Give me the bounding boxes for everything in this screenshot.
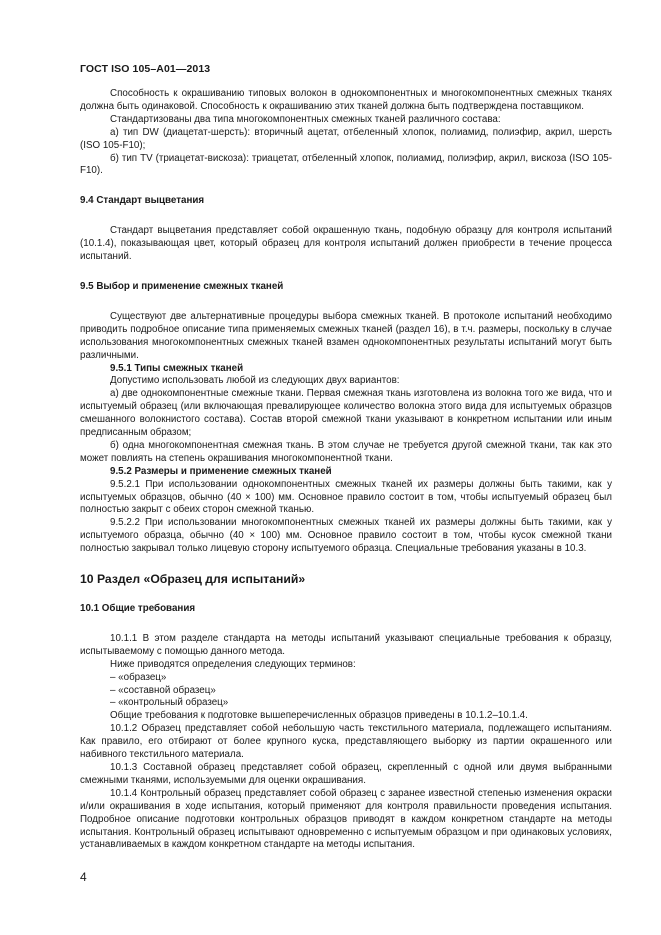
paragraph: 9.5.2.1 При использовании однокомпонентных смежных тканей их размеры должны быть такими, как у испытуемых образцов, обычно (40 × 100) мм. Основное правило состоит в том, чтобы испытуемый образец был полностью закрыт с обеих сторон смежной тканью. — [80, 478, 612, 516]
chapter-heading: 10 Раздел «Образец для испытаний» — [80, 572, 306, 587]
page-number: 4 — [80, 870, 87, 884]
list-item: а) две однокомпонентные смежные ткани. Первая смежная ткань изготовлена из волокна того же вида, что и испытуемый образец (или включающая превалирующее количество волокна этого вида для испытуемых образцов смешанного волокнистого состава). Состав второй смежной ткани указывают в конкретном испытании или иным предписанным образом; — [80, 388, 612, 439]
list-item: а) тип DW (диацетат-шерсть): вторичный ацетат, отбеленный хлопок, полиамид, полиэфир, акрил, шерсть (ISO 105-F10); — [80, 126, 612, 151]
paragraph: Ниже приводятся определения следующих терминов: — [110, 658, 356, 670]
subsection-heading: 9.5.1 Типы смежных тканей — [110, 362, 244, 374]
paragraph: Существуют две альтернативные процедуры выбора смежных тканей. В протоколе испытаний необходимо приводить подробное описание типа применяемых смежных тканей (раздел 16), в т.ч. размеры, поскольку в случае использования многокомпонентных смежных тканей взамен однокомпонентных результаты испытаний могут быть различными. — [80, 310, 612, 361]
section-heading: 10.1 Общие требования — [80, 603, 196, 614]
section-heading: 9.5 Выбор и применение смежных тканей — [80, 280, 284, 292]
paragraph: 9.5.2.2 При использовании многокомпонентных смежных тканей их размеры должны быть такими, как у испытуемого образца, обычно (40 × 100) мм. Основное правило состоит в том, чтобы кусок смежной ткани полностью закрывал только лицевую сторону испытуемого образца. Специальные требования указаны в 10.3. — [80, 517, 612, 555]
list-item: б) одна многокомпонентная смежная ткань. В этом случае не требуется другой смежной ткани, так как это может повлиять на степень окрашивания многокомпонентной ткани. — [80, 439, 612, 464]
list-item: – «образец» — [110, 671, 167, 683]
paragraph: Способность к окрашиванию типовых волокон в однокомпонентных и многокомпонентных смежных тканях должна быть одинаковой. Способность к окрашиванию этих тканей должна быть подтверждена поставщиком. — [80, 88, 612, 112]
list-item: б) тип TV (триацетат-вискоза): триацетат, отбеленный хлопок, полиамид, полиэфир, акрил, вискоза (ISO 105-F10). — [80, 152, 612, 177]
list-item: – «контрольный образец» — [110, 697, 229, 709]
paragraph: 10.1.3 Составной образец представляет собой образец, скрепленный с одной или двумя выбранными смежными тканями, используемыми для оценки окрашивания. — [80, 761, 612, 786]
subsection-heading: 9.5.2 Размеры и применение смежных тканей — [110, 465, 332, 477]
document-header: ГОСТ ISO 105–A01—2013 — [80, 63, 211, 75]
paragraph: 10.1.2 Образец представляет собой небольшую часть текстильного материала, подлежащего испытаниям. Как правило, его отбирают от более крупного куска, представляющего выборку из партии окрашенного или набивного текстильного материала. — [80, 723, 612, 761]
paragraph: 10.1.1 В этом разделе стандарта на методы испытаний указывают специальные требования к образцу, испытываемому с помощью данного метода. — [80, 632, 612, 657]
paragraph: Стандарт выцветания представляет собой окрашенную ткань, подобную образцу для контроля испытаний (10.1.4), показывающая цвет, который образец для контроля испытаний должен приобрести в течение процесса испытаний. — [80, 225, 612, 263]
document-body — [80, 88, 612, 852]
paragraph: Общие требования к подготовке вышеперечисленных образцов приведены в 10.1.2–10.1.4. — [110, 710, 528, 722]
section-heading: 9.4 Стандарт выцветания — [80, 195, 205, 207]
paragraph: 10.1.4 Контрольный образец представляет собой образец с заранее известной степенью изменения окраски и/или окрашивания в ходе испытания, который применяют для контроля правильности проведения испытания. Подробное описание подготовки контрольных образцов приводят в каждом конкретном стандарте на методы испытания. Контрольный образец испытывают одновременно с испытуемым образцом и при одинаковых условиях, устанавливаемых в каждом конкретном стандарте на методы испытания. — [80, 787, 612, 851]
paragraph: Стандартизованы два типа многокомпонентных смежных тканей различного состава: — [110, 113, 501, 125]
list-item: – «составной образец» — [110, 684, 216, 696]
paragraph: Допустимо использовать любой из следующих двух вариантов: — [110, 375, 400, 387]
